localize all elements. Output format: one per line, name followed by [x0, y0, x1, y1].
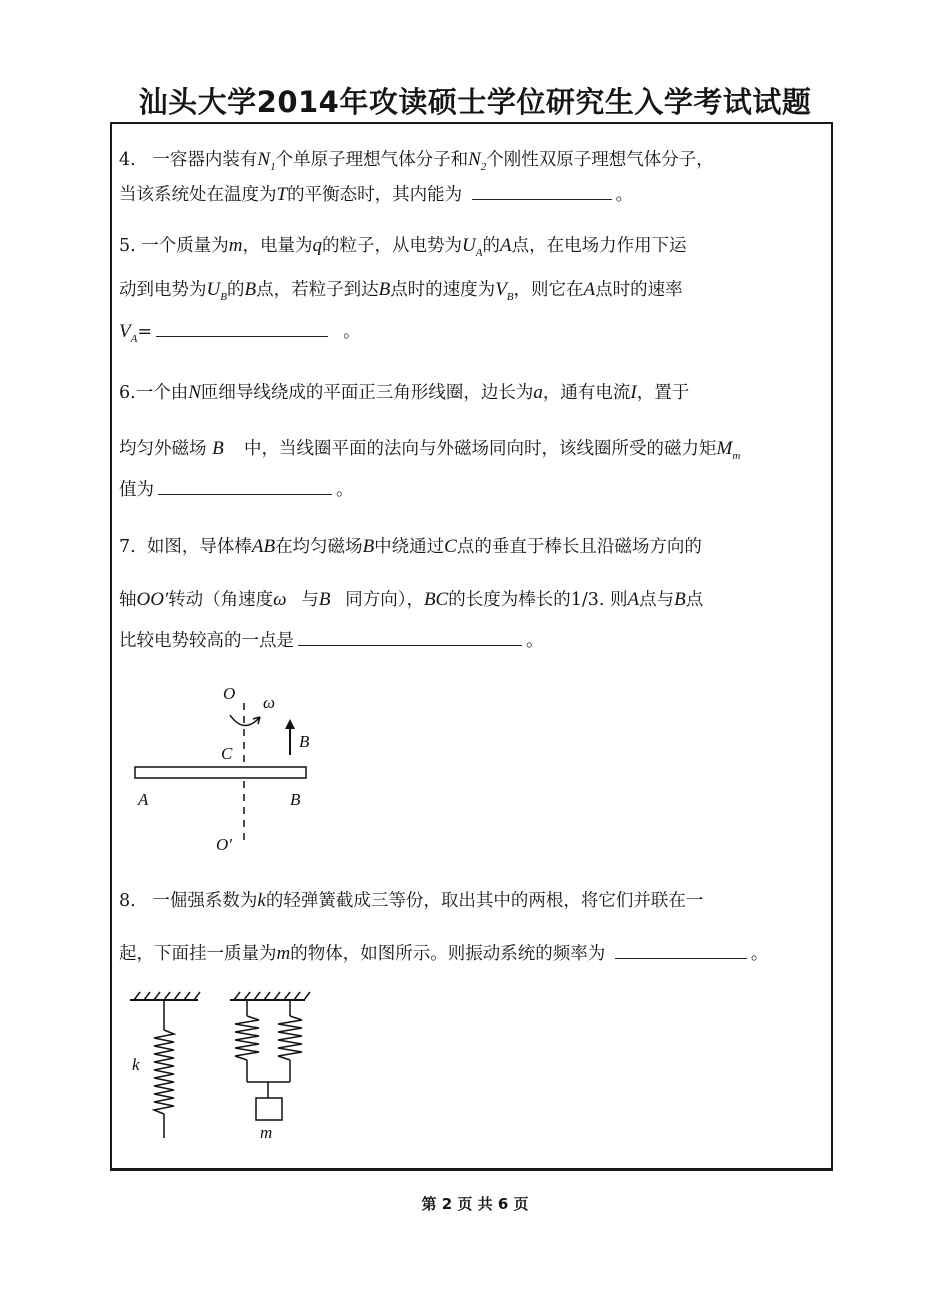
q6-line-3: 值为 。: [119, 480, 354, 500]
ceiling-left-hatch: [134, 992, 200, 1000]
q7-answer-blank[interactable]: [298, 644, 522, 646]
ceiling-right-hatch: [234, 992, 310, 1000]
rotation-arrow: [230, 715, 260, 726]
point-a-label: A: [138, 790, 149, 809]
mass-block: [256, 1098, 282, 1120]
q7-line-3: 比较电势较高的一点是 。: [119, 631, 544, 651]
omega-label: ω: [263, 693, 276, 712]
rotating-rod-figure: [120, 675, 340, 860]
q6-line-2: 均匀外磁场 B⃗ 中，当线圈平面的法向与外磁场同向时，该线圈所受的磁力矩$M_m$: [119, 438, 741, 462]
spring-left-parallel: [235, 1016, 259, 1060]
axis-label-o-top: O: [223, 684, 236, 703]
b-field-arrow-head: [285, 719, 295, 729]
q5-line-1: 5. 一个质量为m，电量为q的粒子，从电势为$U_A$的A点，在电场力作用下运: [119, 235, 687, 259]
point-c-label: C: [221, 744, 233, 763]
spring-constant-label: k: [132, 1055, 140, 1074]
q7-line-2: 轴OO′转动（角速度ω⃗与B⃗同方向），BC的长度为棒长的1/3. 则A点与B点: [119, 589, 704, 610]
b-field-label: B⃗: [299, 732, 323, 751]
q7-line-1: 7. 如图，导体棒AB在均匀磁场B中绕通过C点的垂直于棒长且沿磁场方向的: [119, 536, 702, 557]
parallel-springs: [230, 992, 310, 1120]
q6-line-1: 6.一个由N匝细导线绕成的平面正三角形线圈，边长为a，通有电流I，置于: [119, 382, 690, 403]
q4-line-1: 4. 一容器内装有$N_1$个单原子理想气体分子和$N_2$个刚性双原子理想气体分子，: [119, 149, 714, 173]
q5-line-3: $V_A=$ 。: [119, 321, 361, 345]
q6-answer-blank[interactable]: [158, 493, 332, 495]
q5-answer-blank[interactable]: [156, 335, 328, 337]
single-spring: [130, 992, 200, 1138]
spring-right-parallel: [278, 1016, 302, 1060]
q4-answer-blank[interactable]: [472, 198, 612, 200]
spring-k: [154, 1030, 174, 1114]
q5-line-2: 动到电势为$U_B$的B点，若粒子到达B点时的速度为$V_B$，则它在A点时的速率: [119, 279, 683, 303]
q8-answer-blank[interactable]: [615, 957, 747, 959]
conductor-rod: [135, 767, 306, 778]
q8-line-1: 8. 一倔强系数为k的轻弹簧截成三等份，取出其中的两根，将它们并联在一: [119, 890, 704, 911]
q8-line-2: 起，下面挂一质量为m的物体，如图所示。则振动系统的频率为 。: [119, 943, 769, 964]
q4-line-2: 当该系统处在温度为T的平衡态时，其内能为 。: [119, 184, 634, 205]
axis-label-o-bottom: O′: [216, 835, 232, 854]
page-number: 第 2 页 共 6 页: [421, 1195, 529, 1213]
exam-title: 汕头大学2014年攻读硕士学位研究生入学考试试题: [138, 85, 812, 119]
point-b-label: B: [290, 790, 301, 809]
spring-figure: [120, 990, 320, 1145]
mass-label: m: [260, 1123, 273, 1142]
